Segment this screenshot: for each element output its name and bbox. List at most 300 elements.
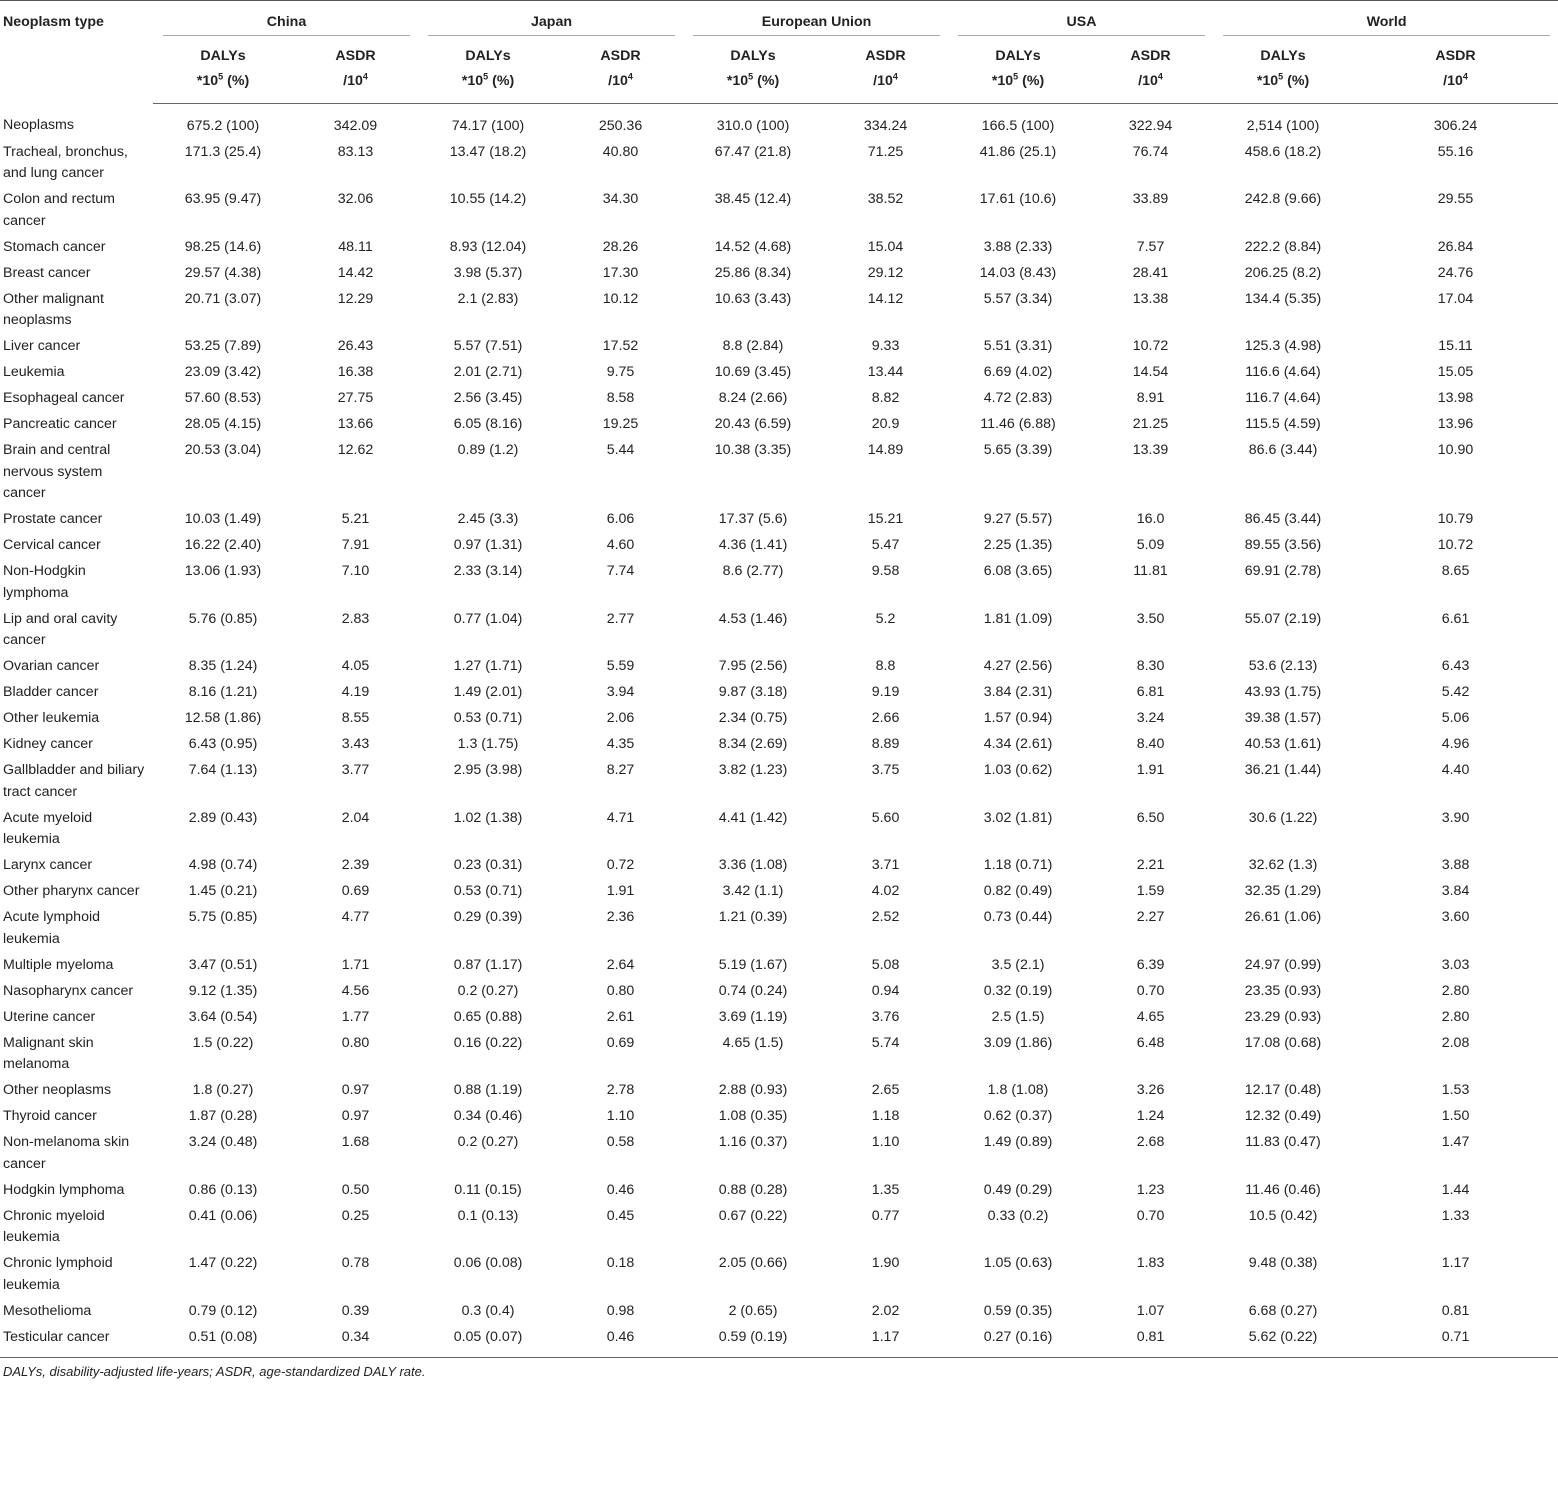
- dalys-cell: 69.91 (2.78): [1244, 563, 1322, 579]
- neoplasm-name-cell: Prostate cancer: [3, 511, 103, 527]
- dalys-cell: 0.23 (0.31): [453, 857, 523, 873]
- asdr-cell: 15.05: [1437, 364, 1474, 380]
- dalys-cell: 115.5 (4.59): [1245, 416, 1321, 432]
- asdr-cell: 1.71: [341, 956, 370, 973]
- asdr-cell: 1.47: [1441, 1134, 1470, 1150]
- asdr-cell: 9.58: [871, 563, 900, 579]
- asdr-cell: 3.43: [341, 736, 370, 752]
- asdr-cell: 0.94: [871, 982, 900, 999]
- asdr-cell: 0.69: [341, 883, 370, 899]
- asdr-cell: 1.90: [871, 1255, 900, 1271]
- table-row: [0, 609, 1558, 657]
- dalys-cell: 0.1 (0.13): [457, 1207, 519, 1224]
- group-label: USA: [958, 14, 1205, 36]
- table-row: [0, 1327, 1558, 1358]
- neoplasm-name-cell: Mesothelioma: [3, 1302, 92, 1319]
- dalys-cell: 5.19 (1.67): [718, 956, 788, 973]
- dalys-cell: 2.1 (2.83): [457, 290, 519, 307]
- asdr-cell: 1.77: [341, 1008, 370, 1025]
- asdr-cell: 8.8: [875, 658, 896, 674]
- dalys-cell: 0.73 (0.44): [983, 909, 1053, 925]
- asdr-column-header: ASDR $/10^4$: [1088, 37, 1213, 104]
- dalys-cell: 8.34 (2.69): [718, 736, 788, 752]
- neoplasm-name-cell: Chronic myeloid leukemia: [3, 1207, 105, 1245]
- asdr-cell: 4.71: [606, 809, 635, 826]
- dalys-cell: 0.51 (0.08): [153, 1327, 293, 1358]
- asdr-cell: 5.06: [1441, 710, 1470, 726]
- table-row: [0, 535, 1558, 561]
- asdr-cell: 7.91: [341, 537, 370, 553]
- neoplasm-name-cell: Cervical cancer: [3, 537, 101, 553]
- asdr-column-header: ASDR $/10^4$: [1353, 37, 1558, 104]
- asdr-cell: 5.21: [341, 511, 370, 527]
- asdr-cell: 8.40: [1136, 736, 1165, 752]
- dalys-cell: 8.24 (2.66): [718, 390, 788, 406]
- dalys-cell: 30.6 (1.22): [1248, 809, 1318, 826]
- dalys-cell: 0.06 (0.08): [453, 1255, 523, 1271]
- dalys-cell: 25.86 (8.34): [714, 264, 792, 281]
- dalys-cell: 2.34 (0.75): [718, 710, 788, 726]
- dalys-cell: 0.2 (0.27): [457, 982, 519, 999]
- dalys-cell: 458.6 (18.2): [1244, 143, 1322, 160]
- asdr-cell: 17.52: [602, 338, 639, 354]
- dalys-cell: 41.86 (25.1): [979, 143, 1057, 160]
- dalys-cell: 5.75 (0.85): [188, 909, 258, 925]
- asdr-cell: 6.48: [1136, 1034, 1165, 1051]
- table-row: [0, 1033, 1558, 1081]
- asdr-cell: 2.77: [606, 610, 635, 627]
- asdr-cell: 34.30: [602, 191, 639, 207]
- asdr-cell: 4.19: [341, 684, 370, 700]
- dalys-cell: 9.27 (5.57): [983, 511, 1053, 527]
- dalys-cell: 11.46 (6.88): [980, 416, 1056, 432]
- asdr-cell: 13.96: [1437, 416, 1474, 432]
- asdr-cell: 29.55: [1437, 191, 1474, 207]
- table-row: [0, 881, 1558, 907]
- asdr-cell: 15.21: [867, 511, 904, 527]
- neoplasm-name-cell: Esophageal cancer: [3, 390, 125, 406]
- asdr-cell: 9.33: [871, 338, 900, 354]
- asdr-cell: 3.77: [341, 762, 370, 778]
- header-row-groups: [0, 1, 1558, 37]
- table-row: [0, 509, 1558, 535]
- asdr-cell: 10.79: [1437, 511, 1474, 527]
- table-row: [0, 708, 1558, 734]
- dalys-cell: 55.07 (2.19): [1244, 610, 1322, 627]
- asdr-cell: 3.03: [1441, 956, 1470, 973]
- table-row: [0, 1106, 1558, 1132]
- dalys-cell: 4.36 (1.41): [718, 537, 788, 553]
- dalys-cell: 0.67 (0.22): [718, 1207, 788, 1224]
- asdr-cell: 0.98: [606, 1302, 635, 1319]
- neoplasm-name-cell: Uterine cancer: [3, 1008, 96, 1025]
- neoplasm-name-cell: Other pharynx cancer: [3, 883, 140, 899]
- dalys-cell: 28.05 (4.15): [184, 416, 262, 432]
- table-row: [0, 1206, 1558, 1254]
- dalys-cell: 116.7 (4.64): [1245, 390, 1321, 406]
- asdr-cell: 6.39: [1136, 956, 1165, 973]
- table-row: [0, 855, 1558, 881]
- dalys-cell: 1.47 (0.22): [188, 1255, 258, 1271]
- asdr-cell: 3.26: [1136, 1082, 1165, 1098]
- table-row: [0, 289, 1558, 337]
- asdr-cell: 4.56: [341, 982, 370, 999]
- dalys-cell: 98.25 (14.6): [184, 238, 262, 255]
- dalys-cell: 134.4 (5.35): [1244, 290, 1322, 307]
- dalys-cell: 2,514 (100): [1246, 117, 1320, 134]
- table-row: [0, 1007, 1558, 1033]
- dalys-cell: 11.83 (0.47): [1245, 1134, 1321, 1150]
- dalys-cell: 67.47 (21.8): [714, 143, 792, 160]
- asdr-cell: 1.10: [871, 1134, 900, 1150]
- neoplasm-name-cell: Non-Hodgkin lymphoma: [3, 563, 86, 601]
- table-row: [0, 1080, 1558, 1106]
- asdr-cell: 14.89: [867, 442, 904, 458]
- asdr-cell: 322.94: [1128, 117, 1173, 134]
- dalys-cell: 3.64 (0.54): [188, 1008, 258, 1025]
- dalys-cell: 0.32 (0.19): [983, 982, 1053, 999]
- dalys-cell: 23.09 (3.42): [184, 364, 262, 380]
- dalys-cell: 43.93 (1.75): [1244, 684, 1322, 700]
- dalys-cell: 4.65 (1.5): [722, 1034, 784, 1051]
- asdr-cell: 10.72: [1437, 537, 1474, 553]
- table-row: [0, 414, 1558, 440]
- asdr-cell: 0.70: [1136, 982, 1165, 999]
- dalys-cell: 0.62 (0.37): [983, 1108, 1053, 1124]
- dalys-cell: 57.60 (8.53): [184, 390, 262, 406]
- dalys-cell: 4.27 (2.56): [983, 658, 1053, 674]
- table-row: [0, 263, 1558, 289]
- dalys-cell: 1.27 (1.71): [453, 658, 523, 674]
- asdr-cell: 4.60: [606, 537, 635, 553]
- group-header-usa: [948, 1, 1213, 37]
- asdr-cell: 2.04: [341, 809, 370, 826]
- asdr-cell: 71.25: [867, 143, 904, 160]
- asdr-cell: 33.89: [1132, 191, 1169, 207]
- dalys-cell: 675.2 (100): [186, 117, 260, 134]
- asdr-cell: 3.76: [871, 1008, 900, 1025]
- dalys-cell: 4.98 (0.74): [188, 857, 258, 873]
- dalys-cell: 3.42 (1.1): [722, 883, 784, 899]
- dalys-cell: 0.59 (0.35): [983, 1302, 1053, 1319]
- asdr-cell: 12.62: [337, 442, 374, 458]
- dalys-cell: 10.63 (3.43): [714, 290, 792, 307]
- asdr-cell: 1.59: [1136, 883, 1165, 899]
- dalys-cell: 12.32 (0.49): [1244, 1108, 1322, 1124]
- asdr-cell: 8.27: [606, 762, 635, 778]
- dalys-cell: 2.95 (3.98): [453, 762, 523, 778]
- dalys-cell: 0.97 (1.31): [453, 537, 523, 553]
- dalys-cell: 11.46 (0.46): [1245, 1181, 1321, 1198]
- asdr-cell: 8.30: [1136, 658, 1165, 674]
- neoplasm-name-cell: Ovarian cancer: [3, 658, 100, 674]
- asdr-cell: 21.25: [1132, 416, 1169, 432]
- table-row: [0, 362, 1558, 388]
- asdr-cell: 15.11: [1438, 338, 1473, 354]
- dalys-cell: 17.37 (5.6): [718, 511, 788, 527]
- asdr-cell: 4.05: [341, 658, 370, 674]
- asdr-cell: 3.88: [1441, 857, 1470, 873]
- asdr-cell: 3.60: [1441, 909, 1470, 925]
- dalys-cell: 1.05 (0.63): [983, 1255, 1053, 1271]
- dalys-cell: 10.69 (3.45): [714, 364, 792, 380]
- dalys-cell: 0.49 (0.29): [983, 1181, 1053, 1198]
- asdr-cell: 2.36: [606, 909, 635, 925]
- asdr-cell: 17.30: [602, 264, 639, 281]
- asdr-cell: 0.71: [1353, 1327, 1558, 1358]
- asdr-cell: 12.29: [337, 290, 374, 307]
- neoplasm-name-cell: Multiple myeloma: [3, 956, 114, 973]
- asdr-cell: 5.09: [1136, 537, 1165, 553]
- neoplasm-name-cell: Other neoplasms: [3, 1082, 112, 1098]
- dalys-cell: 2.45 (3.3): [457, 511, 519, 527]
- asdr-cell: 1.50: [1441, 1108, 1470, 1124]
- dalys-cell: 2.88 (0.93): [718, 1082, 788, 1098]
- dalys-cell: 12.17 (0.48): [1244, 1082, 1322, 1098]
- dalys-cell: 26.61 (1.06): [1244, 909, 1322, 925]
- asdr-cell: 1.07: [1136, 1302, 1165, 1319]
- asdr-cell: 6.61: [1441, 610, 1470, 627]
- dalys-cell: 1.3 (1.75): [457, 736, 519, 752]
- group-header-japan: [418, 1, 683, 37]
- dalys-cell: 14.03 (8.43): [979, 264, 1057, 281]
- dalys-cell: 0.27 (0.16): [948, 1327, 1088, 1358]
- asdr-cell: 2.80: [1441, 982, 1470, 999]
- dalys-cell: 0.88 (0.28): [718, 1181, 788, 1198]
- neoplasm-name-cell: Malignant skin melanoma: [3, 1034, 94, 1072]
- table-row: [0, 907, 1558, 955]
- table-row: [0, 237, 1558, 263]
- neoplasm-name-cell: Chronic lymphoid leukemia: [3, 1255, 113, 1293]
- dalys-cell: 13.47 (18.2): [449, 143, 527, 160]
- header-row-measures: [0, 37, 1558, 104]
- asdr-column-header: ASDR $/10^4$: [823, 37, 948, 104]
- asdr-cell: 13.44: [867, 364, 904, 380]
- dalys-cell: 5.62 (0.22): [1213, 1327, 1353, 1358]
- asdr-cell: 76.74: [1132, 143, 1169, 160]
- dalys-cell: 1.16 (0.37): [718, 1134, 788, 1150]
- asdr-cell: 0.39: [341, 1302, 370, 1319]
- dalys-cell: 3.84 (2.31): [983, 684, 1053, 700]
- asdr-cell: 24.76: [1437, 264, 1474, 281]
- dalys-cell: 0.29 (0.39): [453, 909, 523, 925]
- asdr-cell: 8.55: [341, 710, 370, 726]
- asdr-cell: 0.70: [1136, 1207, 1165, 1224]
- asdr-cell: 0.18: [606, 1255, 635, 1271]
- asdr-cell: 2.65: [871, 1082, 900, 1098]
- dalys-cell: 7.64 (1.13): [188, 762, 258, 778]
- asdr-cell: 9.75: [606, 364, 635, 380]
- neoplasm-name-cell: Colon and rectum cancer: [3, 191, 115, 229]
- dalys-cell: 20.53 (3.04): [184, 442, 262, 458]
- dalys-cell: 2 (0.65): [728, 1302, 778, 1319]
- dalys-cell: 5.57 (7.51): [453, 338, 523, 354]
- dalys-column-header: DALYs $*10^5$ (%): [418, 37, 558, 104]
- asdr-cell: 0.77: [871, 1207, 900, 1224]
- asdr-cell: 10.12: [602, 290, 639, 307]
- dalys-cell: 125.3 (4.98): [1244, 338, 1322, 354]
- asdr-cell: 1.83: [1136, 1255, 1165, 1271]
- asdr-cell: 2.39: [341, 857, 370, 873]
- dalys-cell: 9.48 (0.38): [1248, 1255, 1318, 1271]
- neoplasm-name-cell: Other leukemia: [3, 710, 100, 726]
- asdr-cell: 9.19: [871, 684, 900, 700]
- asdr-cell: 5.59: [606, 658, 635, 674]
- asdr-cell: 6.81: [1136, 684, 1165, 700]
- dalys-cell: 0.05 (0.07): [418, 1327, 558, 1358]
- asdr-cell: 28.41: [1132, 264, 1169, 281]
- asdr-cell: 4.96: [1441, 736, 1470, 752]
- neoplasm-name-cell: Breast cancer: [3, 264, 91, 281]
- asdr-cell: 1.10: [606, 1108, 635, 1124]
- asdr-cell: 26.84: [1437, 238, 1474, 255]
- table-row: [0, 955, 1558, 981]
- table-row: [0, 1180, 1558, 1206]
- table-row: [0, 682, 1558, 708]
- neoplasm-type-header: Neoplasm type: [3, 14, 104, 30]
- neoplasm-name-cell: Hodgkin lymphoma: [3, 1181, 125, 1198]
- dalys-cell: 10.55 (14.2): [449, 191, 527, 207]
- dalys-cell: 86.45 (3.44): [1244, 511, 1322, 527]
- dalys-cell: 89.55 (3.56): [1244, 537, 1322, 553]
- asdr-cell: 0.69: [606, 1034, 635, 1051]
- dalys-cell: 0.33 (0.2): [987, 1207, 1049, 1224]
- dalys-cell: 32.62 (1.3): [1248, 857, 1318, 873]
- dalys-cell: 1.21 (0.39): [718, 909, 788, 925]
- asdr-cell: 0.46: [606, 1181, 635, 1198]
- dalys-cell: 0.82 (0.49): [983, 883, 1053, 899]
- dalys-column-header: DALYs $*10^5$ (%): [1213, 37, 1353, 104]
- dalys-cell: 0.59 (0.19): [683, 1327, 823, 1358]
- asdr-cell: 14.42: [337, 264, 374, 281]
- asdr-cell: 2.64: [606, 956, 635, 973]
- table-body: [0, 103, 1558, 1358]
- asdr-cell: 0.81: [1088, 1327, 1213, 1358]
- asdr-cell: 7.74: [606, 563, 635, 579]
- table-row: [0, 440, 1558, 509]
- dalys-cell: 206.25 (8.2): [1244, 264, 1322, 281]
- dalys-cell: 222.2 (8.84): [1244, 238, 1322, 255]
- dalys-cell: 5.65 (3.39): [983, 442, 1053, 458]
- asdr-cell: 48.11: [338, 238, 373, 255]
- asdr-cell: 2.52: [871, 909, 900, 925]
- neoplasm-name-cell: Kidney cancer: [3, 736, 93, 752]
- dalys-cell: 1.5 (0.22): [192, 1034, 254, 1051]
- asdr-cell: 1.91: [606, 883, 635, 899]
- asdr-cell: 5.74: [871, 1034, 900, 1051]
- neoplasm-name-cell: Brain and central nervous system cancer: [3, 442, 111, 501]
- dalys-cell: 38.45 (12.4): [714, 191, 792, 207]
- neoplasm-name-cell: Lip and oral cavity cancer: [3, 610, 118, 648]
- dalys-cell: 2.89 (0.43): [188, 809, 258, 826]
- asdr-cell: 1.18: [871, 1108, 900, 1124]
- dalys-cell: 0.3 (0.4): [461, 1302, 515, 1319]
- table-row: [0, 981, 1558, 1007]
- asdr-cell: 0.80: [341, 1034, 370, 1051]
- dalys-cell: 0.77 (1.04): [453, 610, 523, 627]
- neoplasm-name-cell: Testicular cancer: [0, 1327, 153, 1358]
- asdr-cell: 0.97: [341, 1108, 370, 1124]
- asdr-cell: 38.52: [867, 191, 904, 207]
- asdr-cell: 2.61: [606, 1008, 635, 1025]
- dalys-cell: 3.47 (0.51): [188, 956, 258, 973]
- asdr-cell: 306.24: [1433, 117, 1478, 134]
- asdr-cell: 4.65: [1136, 1008, 1165, 1025]
- dalys-cell: 171.3 (25.4): [184, 143, 262, 160]
- dalys-cell: 4.53 (1.46): [718, 610, 788, 627]
- asdr-cell: 0.46: [558, 1327, 683, 1358]
- asdr-cell: 334.24: [863, 117, 908, 134]
- dalys-cell: 36.21 (1.44): [1244, 762, 1322, 778]
- dalys-cell: 1.8 (1.08): [987, 1082, 1049, 1098]
- neoplasm-name-cell: Nasopharynx cancer: [3, 982, 134, 999]
- asdr-cell: 4.35: [606, 736, 635, 752]
- asdr-cell: 13.38: [1132, 290, 1169, 307]
- asdr-cell: 0.25: [341, 1207, 370, 1224]
- dalys-cell: 39.38 (1.57): [1244, 710, 1322, 726]
- dalys-cell: 8.35 (1.24): [188, 658, 258, 674]
- asdr-cell: 1.24: [1136, 1108, 1165, 1124]
- dalys-cell: 29.57 (4.38): [184, 264, 262, 281]
- dalys-cell: 1.87 (0.28): [188, 1108, 258, 1124]
- dalys-cell: 3.24 (0.48): [188, 1134, 258, 1150]
- dalys-cell: 17.08 (0.68): [1244, 1034, 1322, 1051]
- neoplasm-name-cell: Bladder cancer: [3, 684, 99, 700]
- dalys-cell: 32.35 (1.29): [1244, 883, 1322, 899]
- table-row: [0, 760, 1558, 808]
- table-row: [0, 388, 1558, 414]
- asdr-cell: 8.89: [871, 736, 900, 752]
- dalys-cell: 10.38 (3.35): [714, 442, 792, 458]
- asdr-cell: 2.21: [1136, 857, 1165, 873]
- neoplasm-name-cell: Non-melanoma skin cancer: [3, 1134, 130, 1172]
- dalys-cell: 0.53 (0.71): [453, 710, 523, 726]
- dalys-cell: 1.49 (0.89): [983, 1134, 1053, 1150]
- dalys-cell: 0.2 (0.27): [457, 1134, 519, 1150]
- asdr-cell: 2.68: [1136, 1134, 1165, 1150]
- table-row: [0, 656, 1558, 682]
- dalys-cell: 0.11 (0.15): [454, 1181, 522, 1198]
- asdr-cell: 1.17: [823, 1327, 948, 1358]
- asdr-cell: 0.45: [606, 1207, 635, 1224]
- asdr-cell: 55.16: [1437, 143, 1474, 160]
- dalys-cell: 14.52 (4.68): [714, 238, 792, 255]
- asdr-cell: 2.27: [1136, 909, 1165, 925]
- dalys-cell: 4.34 (2.61): [983, 736, 1053, 752]
- asdr-cell: 342.09: [333, 117, 378, 134]
- dalys-cell: 6.43 (0.95): [188, 736, 258, 752]
- asdr-cell: 13.98: [1437, 390, 1474, 406]
- asdr-cell: 19.25: [602, 416, 639, 432]
- dalys-cell: 1.45 (0.21): [188, 883, 258, 899]
- dalys-cell: 3.69 (1.19): [718, 1008, 788, 1025]
- table-row: [0, 1132, 1558, 1180]
- dalys-cell: 10.03 (1.49): [184, 511, 262, 527]
- dalys-cell: 63.95 (9.47): [184, 191, 262, 207]
- table-row: [0, 734, 1558, 760]
- dalys-cell: 23.35 (0.93): [1244, 982, 1322, 999]
- neoplasm-name-cell: Neoplasms: [3, 117, 74, 133]
- dalys-cell: 9.12 (1.35): [188, 982, 258, 999]
- table-row: [0, 1253, 1558, 1301]
- asdr-cell: 20.9: [871, 416, 900, 432]
- asdr-cell: 4.77: [341, 909, 370, 925]
- asdr-cell: 11.81: [1133, 563, 1168, 579]
- dalys-cell: 16.22 (2.40): [184, 537, 262, 553]
- neoplasm-name-cell: Liver cancer: [3, 338, 81, 354]
- dalys-cell: 2.05 (0.66): [718, 1255, 788, 1271]
- asdr-cell: 13.66: [337, 416, 374, 432]
